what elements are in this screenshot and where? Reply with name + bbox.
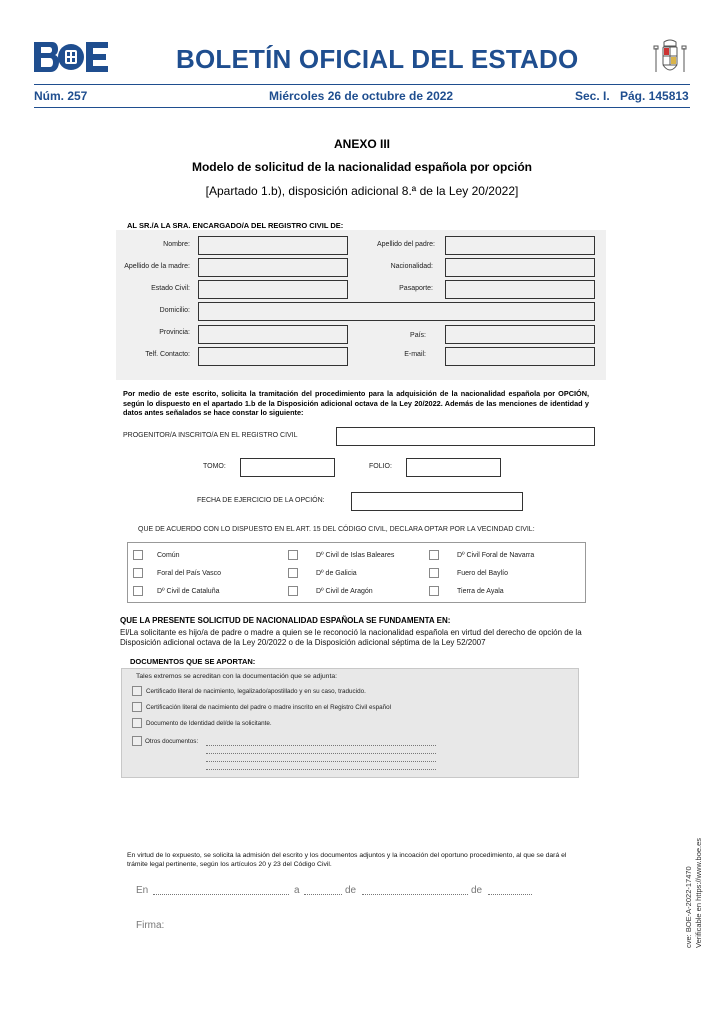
apellido-padre-label: Apellido del padre:: [377, 241, 435, 248]
folio-field[interactable]: [406, 458, 501, 477]
telefono-field[interactable]: [198, 347, 348, 366]
date-de-label: de: [345, 885, 357, 896]
place-field[interactable]: [153, 894, 289, 895]
vecindad-checkbox-comun[interactable]: [133, 550, 143, 560]
doc-item-label: Otros documentos:: [145, 738, 199, 745]
otros-documentos-line[interactable]: [206, 753, 436, 754]
telefono-label: Telf. Contacto:: [145, 351, 190, 358]
fecha-label: FECHA DE EJERCICIO DE LA OPCIÓN:: [197, 497, 325, 504]
header-rule-bottom: [34, 107, 690, 108]
pasaporte-label: Pasaporte:: [399, 285, 433, 292]
request-paragraph: Por medio de este escrito, solicita la tramitación del procedimiento para la adquisición de la nacionalidad española por OPCIÓN, según lo dispuesto en el apartado 1.b de la Disposición adicional octava de la Ley 20/2022. Además de las menciones de identidad y datos antes señalados se hace constar lo siguiente:: [123, 389, 589, 417]
closing-text: En virtud de lo expuesto, se solicita la admisión del escrito y los documentos adjuntos y la incoación del oportuno procedimiento, al que se dará el trámite legal pertinente, según los artículos 20 y 23 del Código Civil.: [127, 852, 567, 868]
fundamento-heading: QUE LA PRESENTE SOLICITUD DE NACIONALIDAD ESPAÑOLA SE FUNDAMENTA EN:: [120, 616, 451, 625]
page-title: BOLETÍN OFICIAL DEL ESTADO: [176, 44, 579, 74]
nacionalidad-field[interactable]: [445, 258, 595, 277]
form-subtitle: [Apartado 1.b), disposición adicional 8.ª de la Ley 20/2022]: [205, 184, 519, 198]
vecindad-option-label: Dº Civil de Islas Baleares: [316, 552, 395, 559]
vecindad-option-label: Dº Civil de Aragón: [316, 588, 373, 595]
vecindad-option-label: Dº de Galicia: [316, 570, 357, 577]
apellido-madre-label: Apellido de la madre:: [124, 263, 190, 270]
email-field[interactable]: [445, 347, 595, 366]
doc-item-label: Certificación literal de nacimiento del padre o madre inscrito en el Registro Civil español: [146, 704, 391, 711]
vecindad-checkbox-pais-vasco[interactable]: [133, 568, 143, 578]
doc-checkbox-certificacion-progenitor[interactable]: [132, 702, 142, 712]
otros-documentos-line[interactable]: [206, 745, 436, 746]
nacionalidad-label: Nacionalidad:: [390, 263, 433, 270]
place-prefix: En: [136, 885, 149, 896]
progenitor-field[interactable]: [336, 427, 595, 446]
tomo-field[interactable]: [240, 458, 335, 477]
boe-logo: [34, 42, 108, 72]
coat-of-arms-icon: [652, 38, 688, 80]
date-a-label: a: [294, 885, 300, 896]
nombre-field[interactable]: [198, 236, 348, 255]
doc-checkbox-identidad[interactable]: [132, 718, 142, 728]
issue-number: Núm. 257: [34, 89, 88, 103]
vecindad-checkbox-cataluna[interactable]: [133, 586, 143, 596]
vecindad-option-label: Fuero del Baylío: [457, 570, 508, 577]
nombre-label: Nombre:: [163, 241, 190, 248]
page-number: Pág. 145813: [620, 89, 689, 103]
month-field[interactable]: [362, 894, 468, 895]
folio-label: FOLIO:: [369, 463, 392, 470]
issue-date: Miércoles 26 de octubre de 2022: [269, 89, 454, 103]
apellido-madre-field[interactable]: [198, 258, 348, 277]
otros-documentos-line[interactable]: [206, 769, 436, 770]
pais-label: País:: [410, 332, 426, 339]
vecindad-label: QUE DE ACUERDO CON LO DISPUESTO EN EL ART. 15 DEL CÓDIGO CIVIL, DECLARA OPTAR POR LA VECINDAD CIVIL:: [138, 526, 535, 533]
documents-intro: Tales extremos se acreditan con la documentación que se adjunta:: [136, 673, 338, 680]
header-rule-top: [34, 84, 690, 85]
documents-heading: DOCUMENTOS QUE SE APORTAN:: [130, 657, 256, 666]
doc-checkbox-otros[interactable]: [132, 736, 142, 746]
signature-label: Firma:: [136, 920, 165, 931]
year-field[interactable]: [488, 894, 532, 895]
vecindad-option-label: Dº Civil de Cataluña: [157, 588, 220, 595]
form-title: Modelo de solicitud de la nacionalidad española por opción: [191, 160, 533, 174]
doc-item-label: Certificado literal de nacimiento, legalizado/apostillado y en su caso, traducido.: [146, 688, 366, 695]
vecindad-checkbox-baylio[interactable]: [429, 568, 439, 578]
vecindad-option-label: Tierra de Ayala: [457, 588, 504, 595]
domicilio-label: Domicilio:: [159, 307, 190, 314]
provincia-field[interactable]: [198, 325, 348, 344]
vecindad-checkbox-galicia[interactable]: [288, 568, 298, 578]
otros-documentos-line[interactable]: [206, 761, 436, 762]
pasaporte-field[interactable]: [445, 280, 595, 299]
estado-civil-label: Estado Civil:: [151, 285, 190, 292]
vecindad-checkbox-aragon[interactable]: [288, 586, 298, 596]
cve-code: cve: BOE-A-2022-17470: [684, 866, 693, 948]
boe-logo-icon: [34, 42, 108, 72]
tomo-label: TOMO:: [203, 463, 226, 470]
pais-field[interactable]: [445, 325, 595, 344]
fundamento-text: El/La solicitante es hijo/a de padre o madre a quien se le reconoció la nacionalidad española en virtud del derecho de opción de la Disposición adicional octava de la Ley 20/2022 o de la Disposición adicional séptima de la Ley 52/2007: [120, 628, 582, 647]
addressee-label: AL SR./A LA SRA. ENCARGADO/A DEL REGISTRO CIVIL DE:: [127, 221, 344, 230]
email-label: E-mail:: [404, 351, 426, 358]
vecindad-checkbox-baleares[interactable]: [288, 550, 298, 560]
verification-note: Verificable en https://www.boe.es: [694, 837, 703, 948]
fecha-field[interactable]: [351, 492, 523, 511]
provincia-label: Provincia:: [159, 329, 190, 336]
vecindad-option-label: Foral del País Vasco: [157, 570, 222, 577]
doc-checkbox-certificado-nacimiento[interactable]: [132, 686, 142, 696]
estado-civil-field[interactable]: [198, 280, 348, 299]
domicilio-field[interactable]: [198, 302, 595, 321]
day-field[interactable]: [304, 894, 342, 895]
date-de-label: de: [471, 885, 483, 896]
progenitor-label: PROGENITOR/A INSCRITO/A EN EL REGISTRO CIVIL: [123, 432, 298, 439]
coat-of-arms: [652, 38, 688, 80]
vecindad-option-label: Dº Civil Foral de Navarra: [457, 552, 535, 559]
apellido-padre-field[interactable]: [445, 236, 595, 255]
vecindad-checkbox-navarra[interactable]: [429, 550, 439, 560]
annex-title: ANEXO III: [333, 137, 390, 151]
doc-item-label: Documento de Identidad del/de la solicitante.: [146, 720, 272, 727]
section-label: Sec. I.: [575, 89, 610, 103]
vecindad-option-label: Común: [157, 552, 180, 559]
vecindad-checkbox-ayala[interactable]: [429, 586, 439, 596]
